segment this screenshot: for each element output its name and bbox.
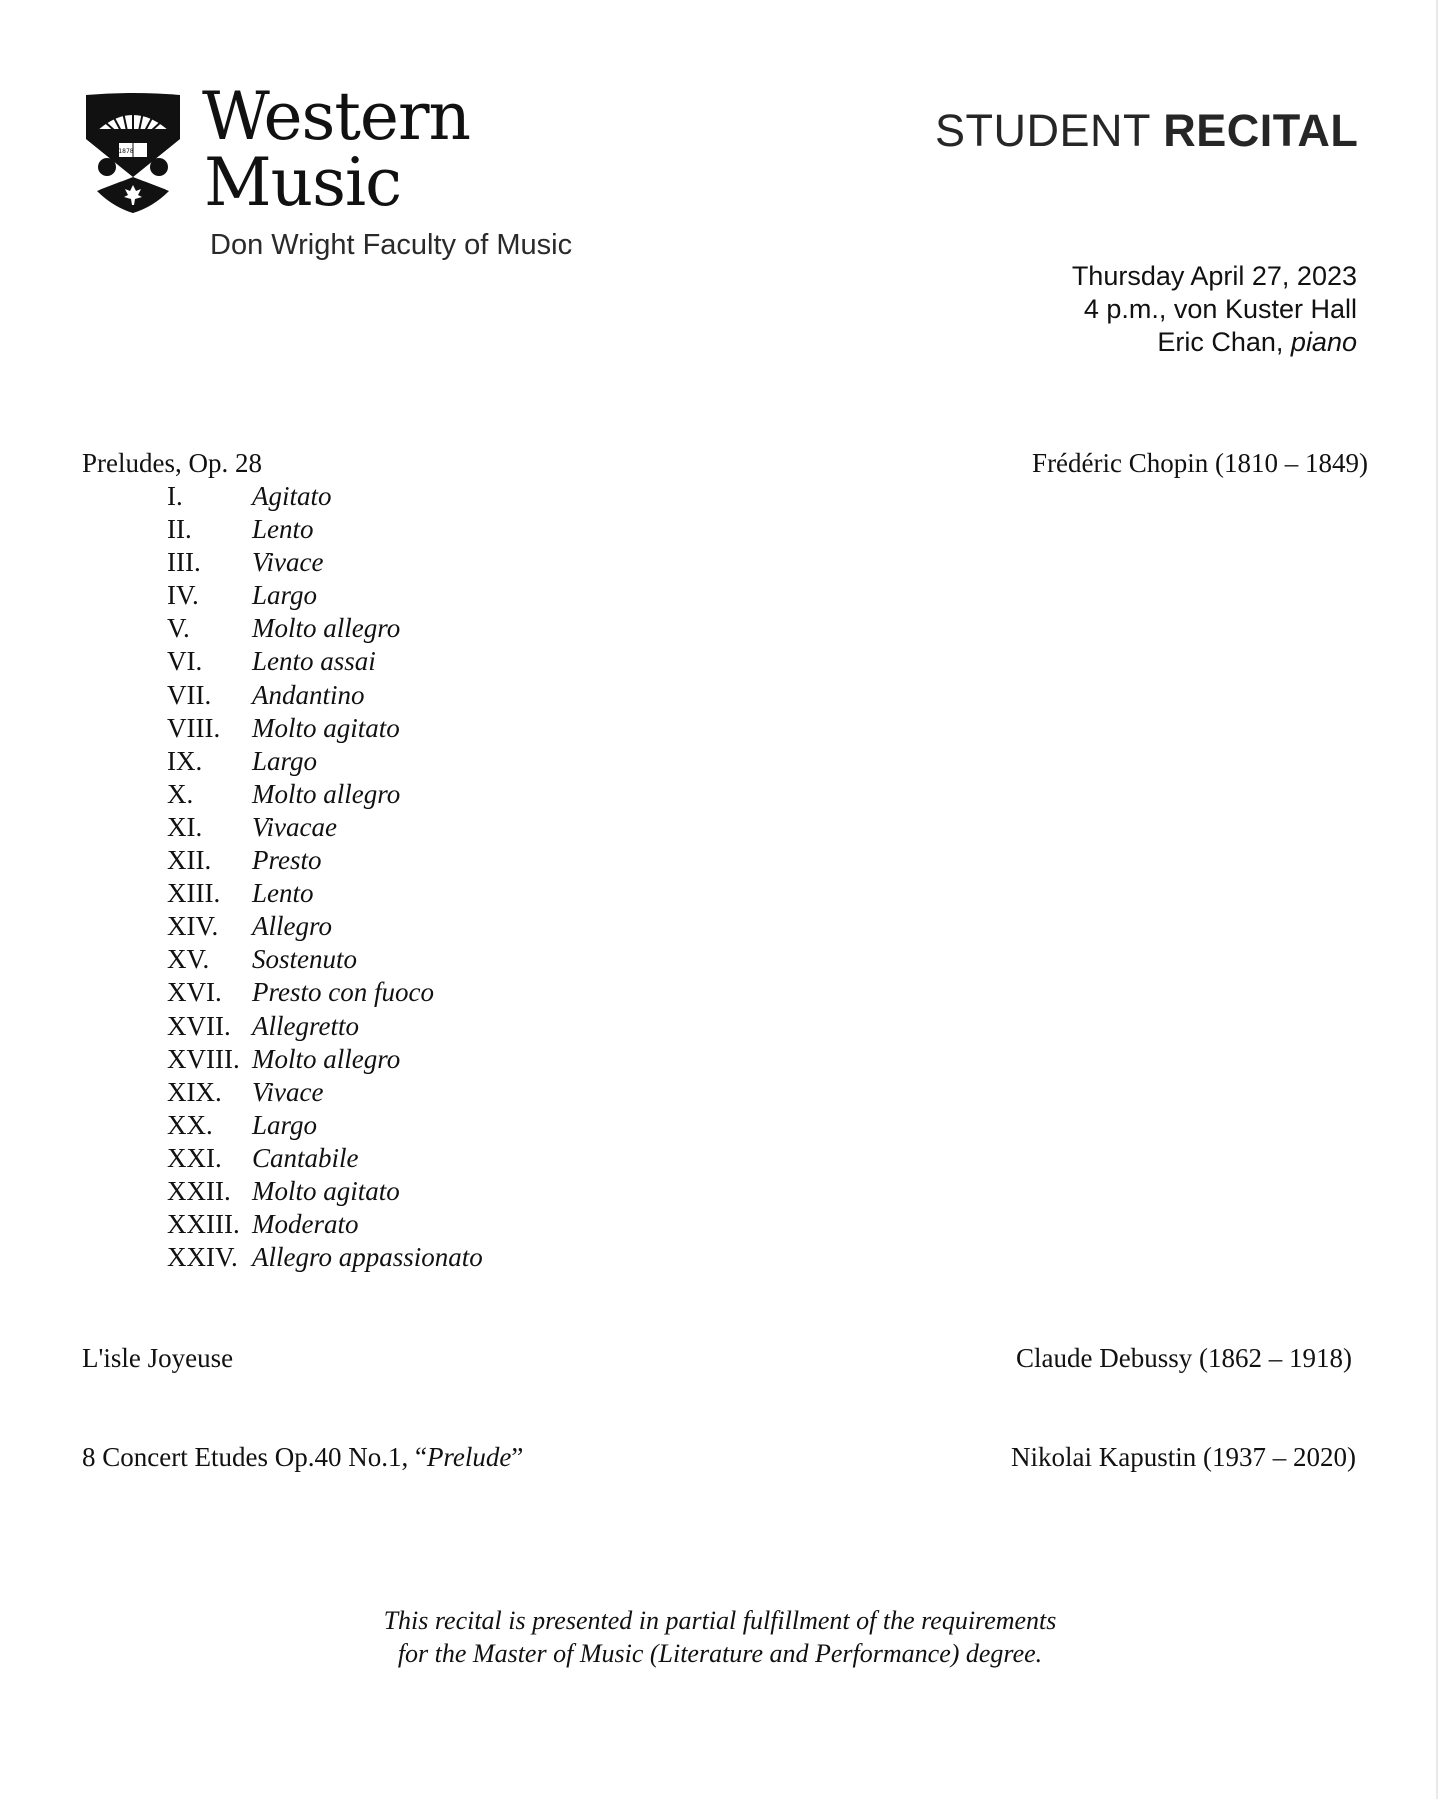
movement-number: XIX. xyxy=(167,1076,222,1107)
movement-number: XV. xyxy=(167,944,210,975)
event-date: Thursday April 27, 2023 xyxy=(1071,261,1357,291)
movement-tempo: Largo xyxy=(252,580,318,611)
movement-number: XIII. xyxy=(167,878,221,909)
movement-number: XIV. xyxy=(167,911,219,942)
movement-number: III. xyxy=(167,547,201,578)
movement-number: I. xyxy=(167,481,183,511)
movement-tempo: Presto con fuoco xyxy=(252,977,434,1008)
performer-name: Eric Chan, xyxy=(1157,327,1291,357)
work-title xyxy=(82,1441,523,1474)
brand-name-line1: Western xyxy=(202,78,471,155)
svg-text:1878: 1878 xyxy=(118,148,134,155)
movement-tempo: Molto agitato xyxy=(252,1175,400,1206)
degree-note xyxy=(0,1604,1440,1670)
movement-item xyxy=(167,745,483,778)
page-title xyxy=(935,106,1358,156)
movement-tempo: Largo xyxy=(252,1109,318,1140)
movement-item xyxy=(167,679,483,712)
movement-item xyxy=(167,1109,483,1142)
movement-tempo: Vivacae xyxy=(252,811,337,842)
movement-tempo: Andantino xyxy=(252,679,365,710)
movement-item xyxy=(167,1010,483,1043)
movement-item xyxy=(167,712,483,745)
movement-item xyxy=(167,513,483,546)
movement-number: XVIII. xyxy=(167,1043,240,1074)
movement-item xyxy=(167,844,483,877)
degree-note-line2: for the Master of Music (Literature and Performance) degree. xyxy=(397,1639,1043,1668)
movement-tempo: Molto allegro xyxy=(252,613,401,644)
movement-item xyxy=(167,612,483,645)
movement-number: XX. xyxy=(167,1109,213,1140)
movement-tempo: Cantabile xyxy=(252,1142,359,1173)
performer-instrument: piano xyxy=(1290,327,1357,357)
movement-tempo: Allegro appassionato xyxy=(252,1242,483,1273)
movement-number: XXIII. xyxy=(167,1209,240,1240)
movement-tempo: Sostenuto xyxy=(252,944,357,975)
movement-tempo: Agitato xyxy=(252,481,332,511)
movement-item xyxy=(167,1043,483,1076)
movement-item xyxy=(167,910,483,943)
movement-tempo: Lento xyxy=(252,514,314,545)
event-time-venue: 4 p.m., von Kuster Hall xyxy=(1083,294,1357,324)
page-edge xyxy=(1436,0,1438,1799)
movement-item xyxy=(167,1142,483,1175)
title-bold: RECITAL xyxy=(1163,105,1359,156)
movement-tempo: Molto allegro xyxy=(252,1043,401,1074)
movement-tempo: Largo xyxy=(252,745,318,776)
movement-number: XXII. xyxy=(167,1175,231,1206)
movement-tempo: Presto xyxy=(252,845,322,876)
degree-note-line1: This recital is presented in partial fulfillment of the requirements xyxy=(383,1606,1057,1635)
movement-tempo: Lento assai xyxy=(252,646,376,677)
title-regular: STUDENT xyxy=(935,105,1151,156)
work-composer: Frédéric Chopin (1810 – 1849) xyxy=(1032,448,1368,478)
movement-number: XVI. xyxy=(167,977,222,1008)
movement-item xyxy=(167,976,483,1009)
brand-name-line2: Music xyxy=(204,144,402,221)
movement-item xyxy=(167,943,483,976)
movement-item xyxy=(167,811,483,844)
movement-tempo: Allegretto xyxy=(252,1010,359,1041)
university-crest-icon xyxy=(83,91,183,215)
work-composer: Nikolai Kapustin (1937 – 2020) xyxy=(1011,1442,1356,1472)
movement-number: XXIV. xyxy=(167,1242,238,1273)
event-info xyxy=(1072,260,1357,359)
movement-tempo: Lento xyxy=(252,878,314,909)
movement-tempo: Molto agitato xyxy=(252,712,400,743)
movement-tempo: Vivace xyxy=(252,1076,324,1107)
movement-list xyxy=(167,480,483,1274)
movement-number: XII. xyxy=(167,845,212,876)
movement-number: IX. xyxy=(167,745,203,776)
movement-tempo: Vivace xyxy=(252,547,324,578)
work-title-prefix: 8 Concert Etudes Op.40 No.1, “ xyxy=(82,1442,427,1472)
movement-number: II. xyxy=(167,514,192,545)
faculty-name: Don Wright Faculty of Music xyxy=(210,229,573,261)
movement-tempo: Molto allegro xyxy=(252,778,401,809)
movement-number: V. xyxy=(167,613,190,644)
movement-item xyxy=(167,579,483,612)
movement-number: VII. xyxy=(167,679,212,710)
work-title: Preludes, Op. 28 xyxy=(82,448,262,478)
movement-number: IV. xyxy=(167,580,199,611)
work-composer: Claude Debussy (1862 – 1918) xyxy=(1016,1343,1352,1373)
movement-item xyxy=(167,645,483,678)
movement-number: X. xyxy=(167,778,194,809)
movement-item xyxy=(167,546,483,579)
movement-number: XXI. xyxy=(167,1142,222,1173)
movement-number: XVII. xyxy=(167,1010,231,1041)
work-title: L'isle Joyeuse xyxy=(82,1343,234,1373)
work-title-suffix: ” xyxy=(511,1442,524,1472)
movement-number: XI. xyxy=(167,811,203,842)
movement-number: VI. xyxy=(167,646,203,677)
movement-tempo: Moderato xyxy=(252,1209,359,1240)
movement-item xyxy=(167,1241,483,1274)
movement-item xyxy=(167,1175,483,1208)
movement-tempo: Allegro xyxy=(252,911,332,942)
movement-item xyxy=(167,778,483,811)
movement-number: VIII. xyxy=(167,712,221,743)
work-title-italic: Prelude xyxy=(426,1442,512,1472)
movement-item xyxy=(167,877,483,910)
movement-item xyxy=(167,1076,483,1109)
movement-item xyxy=(167,480,483,513)
event-performer xyxy=(1072,326,1357,359)
movement-item xyxy=(167,1208,483,1241)
